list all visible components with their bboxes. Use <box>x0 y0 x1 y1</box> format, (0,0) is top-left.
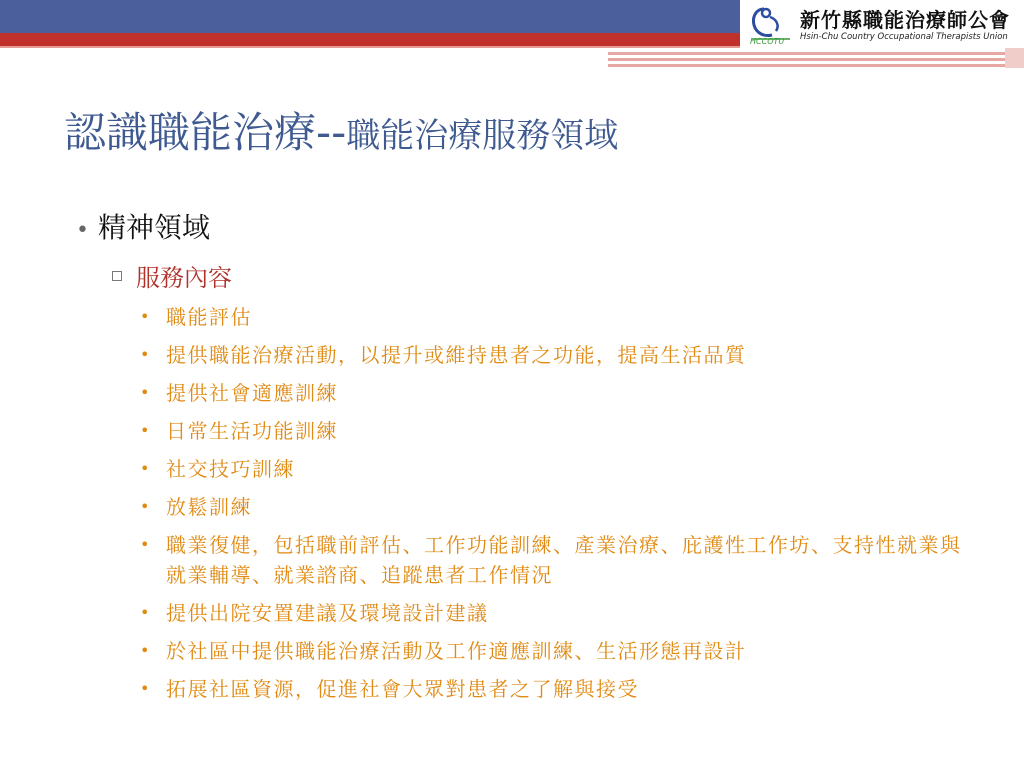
hollow-square-bullet-icon <box>112 271 122 281</box>
list-item: • 拓展社區資源，促進社會大眾對患者之了解與接受 <box>140 674 980 704</box>
bullet-dot-icon: • <box>140 679 151 698</box>
decor-stripe <box>608 58 1024 61</box>
slide-title-main: 認識職能治療-- <box>64 108 347 157</box>
list-item: • 提供社會適應訓練 <box>140 378 980 408</box>
service-items-list <box>140 302 980 712</box>
svg-text:HCCOTU: HCCOTU <box>750 37 785 45</box>
slide-title <box>64 100 618 160</box>
list-item: • 於社區中提供職能治療活動及工作適應訓練、生活形態再設計 <box>140 636 980 666</box>
bullet-dot-icon: • <box>140 603 151 622</box>
bullet-level1 <box>76 206 210 246</box>
list-item: • 社交技巧訓練 <box>140 454 980 484</box>
union-logo-title: 新竹縣職能治療師公會 <box>800 8 1010 32</box>
bullet-dot-icon: • <box>140 641 151 660</box>
bullet-dot-icon: • <box>76 218 89 243</box>
union-logo-subtitle: Hsin-Chu Country Occupational Therapists Union <box>800 32 1008 42</box>
header-blue-bar <box>0 0 740 33</box>
bullet-dot-icon: • <box>140 535 151 554</box>
bullet-dot-icon: • <box>140 497 151 516</box>
list-item: • 日常生活功能訓練 <box>140 416 980 446</box>
list-item: • 提供出院安置建議及環境設計建議 <box>140 598 980 628</box>
union-logo <box>742 0 1024 48</box>
header-red-thin-bar <box>0 46 740 48</box>
bullet-dot-icon: • <box>140 345 151 364</box>
bullet-dot-icon: • <box>140 421 151 440</box>
bullet-dot-icon: • <box>140 459 151 478</box>
header-red-bar <box>0 33 740 46</box>
decor-stripe <box>608 64 1024 67</box>
list-item: • 提供職能治療活動，以提升或維持患者之功能，提高生活品質 <box>140 340 980 370</box>
union-logo-icon <box>746 3 796 45</box>
bullet-level1-text: 精神領域 <box>98 211 211 244</box>
slide-title-sub: 職能治療服務領域 <box>346 116 619 156</box>
bullet-level2-text: 服務內容 <box>136 264 232 292</box>
list-item: • 放鬆訓練 <box>140 492 980 522</box>
bullet-dot-icon: • <box>140 383 151 402</box>
bullet-level2 <box>112 258 232 293</box>
decor-stripe <box>1005 46 1024 68</box>
decor-stripe <box>608 52 1024 55</box>
bullet-dot-icon: • <box>140 307 151 326</box>
list-item: • 職能評估 <box>140 302 980 332</box>
list-item: • 職業復健，包括職前評估、工作功能訓練、產業治療、庇護性工作坊、支持性就業與就業輔導、就業諮商、追蹤患者工作情況 <box>140 530 980 590</box>
